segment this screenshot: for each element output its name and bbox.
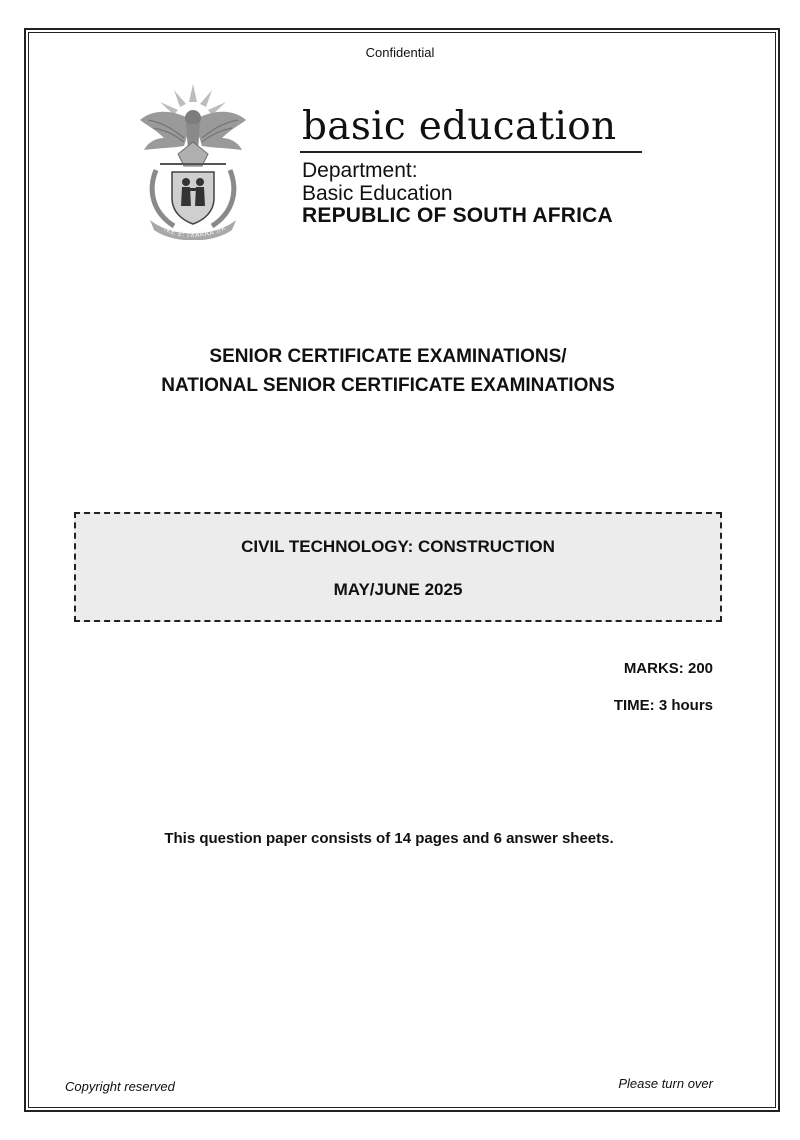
exam-title-line1: SENIOR CERTIFICATE EXAMINATIONS/ [209, 346, 567, 367]
confidential-label: Confidential [365, 45, 435, 60]
exam-session: MAY/JUNE 2025 [333, 580, 463, 599]
brand-underline [300, 151, 642, 153]
department-name: Basic Education [302, 182, 453, 205]
country-name: REPUBLIC OF SOUTH AFRICA [302, 204, 613, 227]
subject-name: CIVIL TECHNOLOGY: CONSTRUCTION [241, 537, 555, 556]
turn-over-note: Please turn over [618, 1076, 713, 1091]
coat-of-arms-icon [134, 80, 252, 240]
copyright-note: Copyright reserved [65, 1079, 175, 1094]
department-label: Department: [302, 159, 418, 182]
subject-box [74, 512, 722, 622]
motto-text: !KE E: /XARRA //K [162, 223, 228, 240]
exam-title-line2: NATIONAL SENIOR CERTIFICATE EXAMINATIONS [161, 375, 615, 396]
brand-name: basic education [302, 104, 617, 149]
marks-total: MARKS: 200 [623, 660, 713, 677]
paper-contents-note: This question paper consists of 14 pages and 6 answer sheets. [164, 830, 614, 847]
time-allowed: TIME: 3 hours [613, 697, 713, 714]
